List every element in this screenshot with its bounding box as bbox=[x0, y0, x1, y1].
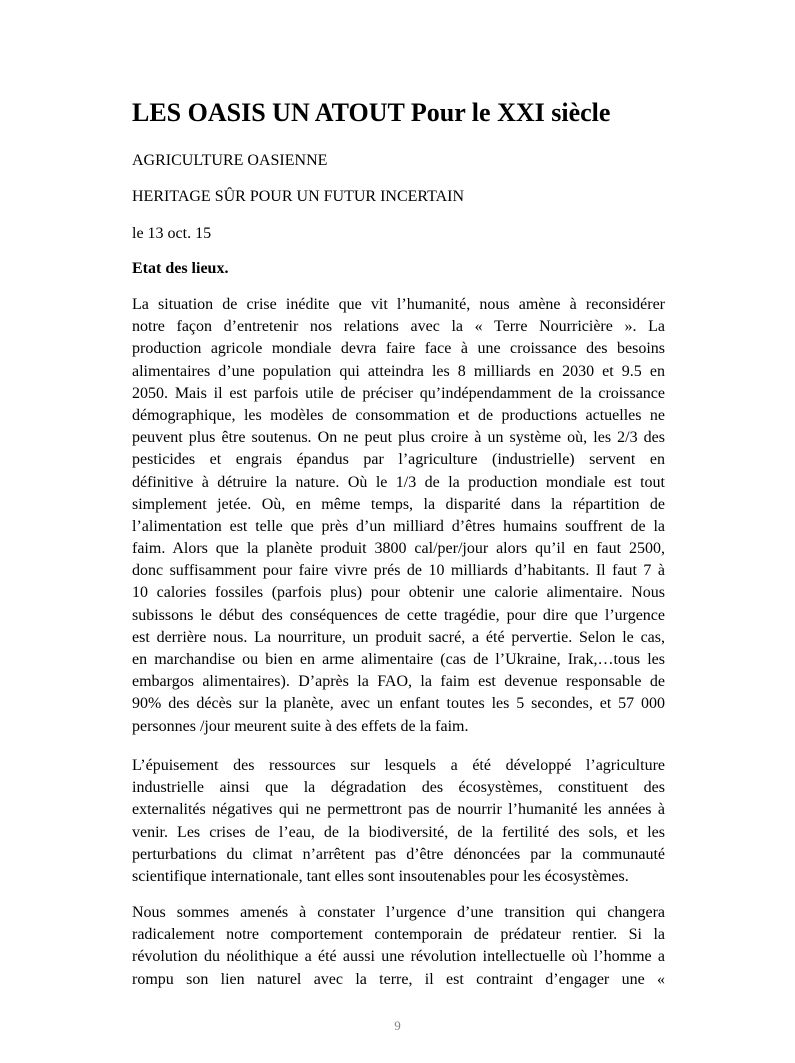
text-line: faim. Alors que la planète produit 3800 cal/per/jour alors qu’il en faut 2500, bbox=[132, 540, 665, 558]
document-date: le 13 oct. 15 bbox=[132, 225, 212, 242]
text-line: industrielle ainsi que la dégradation des écosystèmes, constituent des bbox=[132, 779, 665, 797]
section-heading: Etat des lieux. bbox=[132, 260, 229, 277]
page-number: 9 bbox=[394, 1018, 401, 1033]
text-line: La situation de crise inédite que vit l’humanité, nous amène à reconsidérer bbox=[132, 296, 665, 313]
text-line: pesticides et engrais épandus par l’agriculture (industrielle) servent en bbox=[132, 451, 665, 469]
text-line: est derrière nous. La nourriture, un produit sacré, a été pervertie. Selon le cas, bbox=[132, 628, 665, 646]
text-line: personnes /jour meurent suite à des effets de la faim. bbox=[132, 717, 469, 735]
paragraph bbox=[132, 902, 665, 991]
paragraph bbox=[132, 294, 665, 738]
text-line: démographique, les modèles de consommation et de productions actuelles ne bbox=[132, 406, 665, 424]
text-line: radicalement notre comportement contemporain de prédateur rentier. Si la bbox=[132, 926, 665, 944]
text-line: embargos alimentaires). D’après la FAO, la faim est devenue responsable de bbox=[132, 673, 665, 691]
text-line: 10 calories fossiles (parfois plus) pour obtenir une calorie alimentaire. Nous bbox=[132, 584, 665, 602]
subtitle-agriculture: AGRICULTURE OASIENNE bbox=[132, 152, 328, 169]
text-line: définitive à détruire la nature. Où le 1/3 de la production mondiale est tout bbox=[132, 473, 665, 491]
text-line: venir. Les crises de l’eau, de la biodiversité, de la fertilité des sols, et les bbox=[132, 823, 665, 841]
text-line: alimentaires d’une population qui atteindra les 8 milliards en 2030 et 9.5 en bbox=[132, 362, 665, 380]
document-title: LES OASIS UN ATOUT Pour le XXI siècle bbox=[132, 98, 611, 127]
text-line: production agricole mondiale devra faire face à une croissance des besoins bbox=[132, 340, 665, 358]
text-line: simplement jetée. Où, en même temps, la disparité dans la répartition de bbox=[132, 495, 665, 513]
paragraph bbox=[132, 755, 665, 888]
text-line: en marchandise ou bien en arme alimentaire (cas de l’Ukraine, Irak,…tous les bbox=[132, 651, 665, 668]
text-line: révolution du néolithique a été aussi une révolution intellectuelle où l’homme a bbox=[132, 948, 665, 966]
text-line: 2050. Mais il est parfois utile de préciser qu’indépendamment de la croissance bbox=[132, 384, 665, 402]
text-line: 90% des décès sur la planète, avec un enfant toutes les 5 secondes, et 57 000 bbox=[132, 695, 665, 713]
text-line: peuvent plus être soutenus. On ne peut plus croire à un système où, les 2/3 des bbox=[132, 429, 665, 447]
text-line: externalités négatives qui ne permettront pas de nourrir l’humanité les années à bbox=[132, 801, 665, 819]
text-line: scientifique internationale, tant elles sont insoutenables pour les écosystèmes. bbox=[132, 867, 629, 885]
text-line: L’épuisement des ressources sur lesquels a été développé l’agriculture bbox=[132, 757, 665, 774]
text-line: donc suffisamment pour faire vivre prés de 10 milliards d’habitants. Il faut 7 à bbox=[132, 562, 665, 580]
text-line: notre façon d’entretenir nos relations avec la « Terre Nourricière ». La bbox=[132, 318, 665, 336]
text-line: perturbations du climat n’arrêtent pas d’être dénoncées par la communauté bbox=[132, 845, 665, 863]
text-line: Nous sommes amenés à constater l’urgence d’une transition qui changera bbox=[132, 904, 665, 921]
text-line: l’alimentation est telle que près d’un milliard d’êtres humains souffrent de la bbox=[132, 517, 665, 535]
subtitle-heritage: HERITAGE SÛR POUR UN FUTUR INCERTAIN bbox=[132, 188, 465, 205]
text-line: subissons le début des conséquences de cette tragédie, pour dire que l’urgence bbox=[132, 606, 665, 624]
text-line: rompu son lien naturel avec la terre, il est contraint d’engager une « bbox=[132, 970, 665, 988]
